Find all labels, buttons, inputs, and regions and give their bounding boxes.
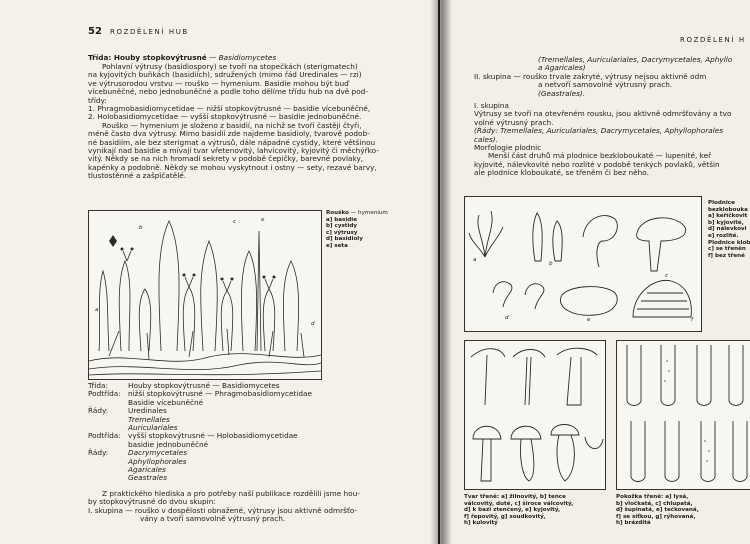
classification-row: Agaricales [128,465,166,475]
caption-line: h] kulovitý [464,520,498,527]
classification-row: Tremellales [128,414,170,424]
right-page [440,0,750,544]
text-line: 2. Holobasidiomycetidae — vyšší stopkovýtrusné — basidie jednobuněčné. [88,112,362,122]
stem-surface-drawing [617,341,750,489]
text-line: I. skupina — rouško v dospělosti obnažené, výtrusy jsou aktivně odmršťo- [88,505,358,515]
classification-list [88,382,312,483]
text-line: vány a tvoří samovolně výtrusný prach. [140,514,286,524]
text-line: ale plodnice kloboukaté, se třeněm či bez něho. [474,168,649,178]
legend-item: e] seta [326,242,348,249]
fig1-letter-f: f [691,317,693,323]
text-line: a Agaricales) [538,63,586,73]
fruitbody-legend [708,200,750,259]
text-line: Rouško — hymenium je složeno z basidií, na nichž se tvoří častěji čtyři, [102,120,362,130]
right-body-text [474,56,750,178]
text-line: Pohlavní výtrusy (basidiospory) se tvoří na stopečkách (sterigmatech) [102,62,358,71]
text-line: cales). [474,134,498,144]
fig1-letter-d: d [505,315,509,321]
classification-row: Podtřída: vyšší stopkovýtrusné — Holobasidiomycetidae [88,431,298,441]
classification-row: Řády: Dacrymycetales [88,448,187,458]
intro-paragraph [88,63,400,181]
stem-shape-caption [464,494,573,527]
classification-row: Podtřída: nižší stopkovýtrusné — Phragmobasidiomycetidae [88,389,312,399]
hymenium-legend [326,210,388,250]
classification-row: Auriculariales [128,423,178,433]
legend-line: bezklobouka [708,206,748,213]
text-line: volné výtrusný prach. [474,117,554,127]
text-line: Menší část druhů má plodnice bezkloboukaté — lupenité, keř [488,151,712,161]
legend-item: c] výtrusy [326,229,358,236]
closing-paragraph [88,490,408,524]
fig1-letter-a: a [473,257,477,263]
text-line: II. skupina — rouško trvale zakryté, výtrusy nejsou aktivně odm [474,71,707,81]
legend-line: a] keříčkovit [708,213,748,220]
class-heading-name: Třída: Houby stopkovýtrusné [88,53,207,62]
legend-item: d] basidioly [326,236,363,243]
fig1-letter-e: e [587,317,591,323]
text-line: třídy: [88,95,107,105]
figure-letter-d: d [311,321,315,327]
running-head-right: ROZDĚLENÍ H [680,36,746,44]
legend-line: f] bez třené [708,252,745,259]
legend-line: Plodnice klob [708,239,750,246]
text-line: tlustostěnné a zašpičatělé. [88,171,187,181]
legend-line: e] rozlité. [708,232,739,239]
legend-title: Rouško — hymenium [326,210,388,216]
caption-line: h] brázditá [616,520,651,527]
classification-row: Geastrales [128,473,168,483]
classification-row: Řády: Uredinales [88,406,167,416]
caption-line: Pokožka třeně: a] lysá, [616,494,689,500]
caption-line: b] vločkatá, c] chlupatá, [616,500,693,507]
fruitbody-drawing [465,197,701,331]
text-line: Výtrusy se tvoří na otevřeném rousku, jsou aktivně odmršťovány a tvo [474,109,732,119]
text-line: I. skupina [474,101,509,111]
caption-line: válcovitý, duté, c] široce válcovitý, [464,500,574,507]
stem-surface-caption [616,494,699,527]
legend-item: b] cystidy [326,223,358,230]
classification-row: basidie jednobuněčné [128,439,209,449]
legend-item: a] basidie [326,216,358,223]
caption-line: d] k bazi ztenčený, e] kyjovitý, [464,507,561,514]
legend-line: Plodnice [708,200,735,206]
text-line: (Tremellales, Auriculariales, Dacrymycetales, Aphyllo [538,55,733,64]
hymenium-drawing [89,211,321,379]
text-line: na kyjovitých buňkách (basidiích), sdružených (mimo řád Uredinales — rzi) [88,70,362,80]
legend-line: b] kyjovité, [708,219,744,226]
legend-line: c] se třeněn [708,246,746,253]
figure-letter-b: b [139,225,143,231]
hymenium-figure [88,210,322,380]
classification-row: Basidie vícebuněčné [128,397,204,407]
classification-row: Třída: Houby stopkovýtrusné — Basidiomycetes [88,381,280,390]
text-line: vícebuněčné, nebo jednobuněčné a podle toho dělíme třídu hub na dvě pod- [88,87,368,97]
text-line: (Řády: Tremellales, Auriculariales, Dacrymycetales, Aphyllophorales [474,126,724,136]
section-heading: Morfologie plodnic [474,143,542,153]
text-line: vynikají nad basidie a mívají tvar vřetenovitý, lahvicovitý, kyjovitý či měchýřko- [88,146,379,156]
fig1-letter-c: c [665,273,669,279]
page-number: 52 [88,26,102,37]
text-line: Z praktického hlediska a pro potřeby naší publikace rozdělili jsme hou- [102,489,360,498]
text-line: méně často dva výtrusy. Mimo basidií zde najdeme basidioly, tvarově podob- [88,129,370,139]
figure-letter-a: a [95,307,99,313]
caption-line: f] se síťkou, g] rýhovaná, [616,513,696,520]
text-line: 1. Phragmobasidiomycetidae — nižší stopkovýtrusné — basidie vícebuněčné, [88,104,371,114]
fig1-letter-b: b [549,261,553,267]
fruitbody-forms-figure [464,196,702,332]
text-line: a netvoří samovolně výtrusný prach. [538,80,673,90]
text-line: ve výtrusorodou vrstvu — rouško — hymenium. Basidie mohou být buď [88,78,349,88]
text-line: (Geastrales). [538,88,586,98]
text-line: by stopkovýtrusné do dvou skupin: [88,497,216,507]
text-line: né basidiím, ale bez sterigmat a výtrusů, dále nápadné cystidy, které většinou [88,137,376,147]
figure-letter-c: c [233,219,237,225]
legend-line: d] nálevkovi [708,226,747,233]
running-head-left: ROZDĚLENÍ HUB [110,28,189,36]
text-line: kyjovité, nálevkovité nebo rozlité v podobě tenkých povlaků, většin [474,159,720,169]
text-line: vitý. Někdy se na nich hromadí sekrety v podobě čepičky, barevné povlaky, [88,154,364,164]
classification-row: Aphyllophorales [128,456,187,466]
caption-line: f] řepovitý, g] soudkovitý, [464,513,546,520]
figure-letter-e: e [261,217,265,223]
stem-surface-figure [616,340,750,490]
text-line: kapénky a podobně. Někdy se mohou vyskytnout i ostny — sety, rezavé barvy, [88,162,377,172]
stem-shapes-drawing [465,341,605,489]
stem-shapes-figure [464,340,606,490]
caption-line: d] šupinatá, e] tečkovaná, [616,507,699,514]
caption-line: Tvar třeně: a] žilnovitý, b] tence [464,494,566,500]
class-heading-latin: — Basidiomycetes [206,53,277,62]
